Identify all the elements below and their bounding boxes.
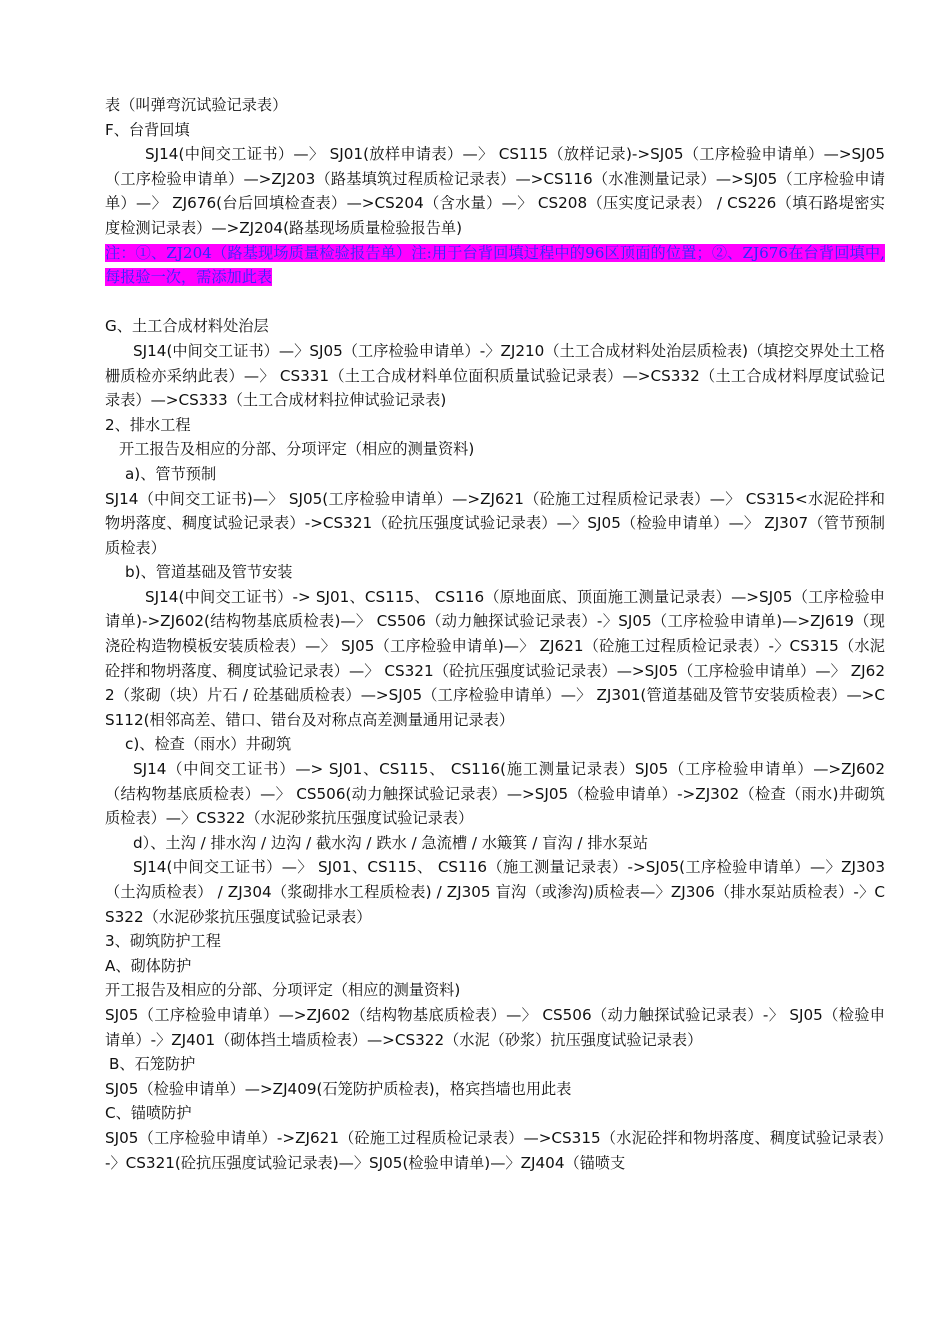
paragraph-gabion: SJ05（检验申请单）—>ZJ409(石笼防护质检表)，格宾挡墙也用此表 bbox=[105, 1079, 572, 1098]
paragraph-f: SJ14(中间交工证书）—〉 SJ01(放样申请表）—〉 CS115（放样记录)->SJ05（工序检验申请单）—>SJ05（工序检验申请单）—>ZJ203（路基填筑过程质检记录表）—>CS116（水准测量记录）—>SJ05（工序检验申请单）—〉 ZJ676(台后回填检查表）—>CS204（含水量）—〉 CS208（压实度记录表） / CS226（填石路堤密实度检测记录表）—>ZJ204(路基现场质量检验报告单) bbox=[105, 145, 885, 237]
paragraph-report-2: 开工报告及相应的分部、分项评定（相应的测量资料) bbox=[105, 981, 461, 1000]
subheading-b-gabion: B、石笼防护 bbox=[109, 1055, 196, 1074]
paragraph-d: SJ14(中间交工证书）—〉 SJ01、CS115、 CS116（施工测量记录表）->SJ05(工序检验申请单）—〉ZJ303（土沟质检表） / ZJ304（浆砌排水工程质检表) / ZJ305 盲沟（或渗沟)质检表—〉ZJ306（排水泵站质检表）-〉CS322（水泥砂浆抗压强度试验记录表） bbox=[105, 858, 885, 926]
document-page bbox=[105, 93, 885, 1175]
highlighted-note bbox=[105, 241, 885, 290]
paragraph-g: SJ14(中间交工证书）—〉SJ05（工序检验申请单）-〉ZJ210（土工合成材料处治层质检表)（填挖交界处土工格栅质检亦采纳此表）—〉 CS331（土工合成材料单位面积质量试验记录表）—>CS332（土工合成材料厚度试验记录表）—>CS333（土工合成材料拉伸试验记录表) bbox=[105, 341, 885, 410]
section-heading-g: G、土工合成材料处治层 bbox=[105, 317, 269, 336]
paragraph-masonry: SJ05（工序检验申请单）—>ZJ602（结构物基底质检表）—〉 CS506（动力触探试验记录表）-〉 SJ05（检验申请单）-〉ZJ401（砌体挡土墙质检表）—>CS322（水泥（砂浆）抗压强度试验记录表） bbox=[105, 1005, 885, 1049]
paragraph-a: SJ14（中间交工证书)—〉 SJ05(工序检验申请单）—>ZJ621（砼施工过程质检记录表）—〉 CS315<水泥砼拌和物坍落度、稠度试验记录表）->CS321（砼抗压强度试验记录表）—〉SJ05（检验申请单）—〉 ZJ307（管节预制质检表） bbox=[105, 489, 885, 557]
subheading-c-anchor: C、锚喷防护 bbox=[105, 1104, 192, 1123]
subheading-a: a)、管节预制 bbox=[125, 464, 217, 483]
blank-line bbox=[105, 290, 885, 315]
paragraph-anchor: SJ05（工序检验申请单）->ZJ621（砼施工过程质检记录表）—>CS315（水泥砼拌和物坍落度、稠度试验记录表）-〉CS321(砼抗压强度试验记录表)—〉SJ05(检验申请单)—〉ZJ404（锚喷支 bbox=[105, 1128, 885, 1172]
subheading-a-masonry: A、砌体防护 bbox=[105, 956, 192, 975]
subheading-b: b)、管道基础及管节安装 bbox=[125, 563, 293, 582]
paragraph-b: SJ14(中间交工证书）-> SJ01、CS115、 CS116（原地面底、顶面施工测量记录表）—>SJ05（工序检验申请单)->ZJ602(结构物基底质检表)—〉 CS506（动力触探试验记录表）-〉SJ05（工序检验申请单)—>ZJ619（现浇砼构造物模板安装质检表）—〉 SJ05（工序检验申请单)—〉 ZJ621（砼施工过程质检记录表）-〉CS315（水泥砼拌和物坍落度、稠度试验记录表）—〉 CS321（砼抗压强度试验记录表）—>SJ05（工序检验申请单）—〉 ZJ622（浆砌（块）片石 / 砼基础质检表）—>SJ05（工序检验申请单）—〉 ZJ301(管道基础及管节安装质检表）—>CS112(相邻高差、错口、错台及对称点高差测量通用记录表） bbox=[105, 587, 885, 729]
subheading-c: c)、检查（雨水）井砌筑 bbox=[125, 735, 292, 754]
paragraph-report: 开工报告及相应的分部、分项评定（相应的测量资料) bbox=[119, 440, 475, 459]
paragraph-c: SJ14（中间交工证书）—> SJ01、CS115、 CS116(施工测量记录表）SJ05（工序检验申请单）—>ZJ602（结构物基底质检表）—〉 CS506(动力触探试验记录表）—>SJ05（检验申请单）->ZJ302（检查（雨水)井砌筑质检表）—〉CS322（水泥砂浆抗压强度试验记录表） bbox=[105, 760, 885, 828]
highlight-text: 注：①、ZJ204（路基现场质量检验报告单）注:用于台背回填过程中的96区顶面的位置；②、ZJ676在台背回填中,每报验一次，需添加此表 bbox=[105, 243, 885, 287]
section-heading-3: 3、砌筑防护工程 bbox=[105, 932, 221, 951]
subheading-d: d）、土沟 / 排水沟 / 边沟 / 截水沟 / 跌水 / 急流槽 / 水簸箕 / 盲沟 / 排水泵站 bbox=[133, 833, 649, 852]
text-line: 表（叫弹弯沉试验记录表） bbox=[105, 96, 288, 114]
section-heading-f: F、台背回填 bbox=[105, 120, 190, 139]
section-heading-2: 2、排水工程 bbox=[105, 415, 191, 434]
